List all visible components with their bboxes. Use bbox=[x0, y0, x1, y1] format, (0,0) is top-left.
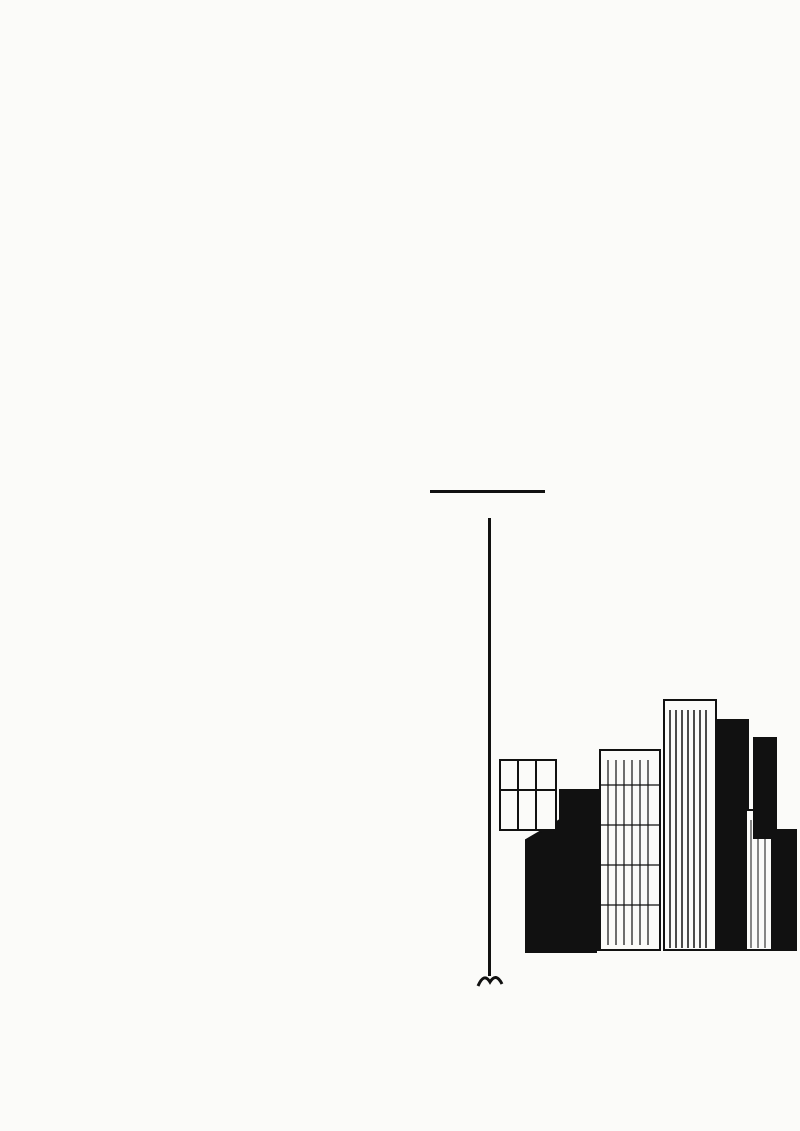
column-divider bbox=[488, 518, 491, 976]
city-skyline-illustration bbox=[496, 690, 800, 960]
divider-flourish bbox=[476, 970, 506, 990]
title-underline bbox=[430, 490, 545, 493]
